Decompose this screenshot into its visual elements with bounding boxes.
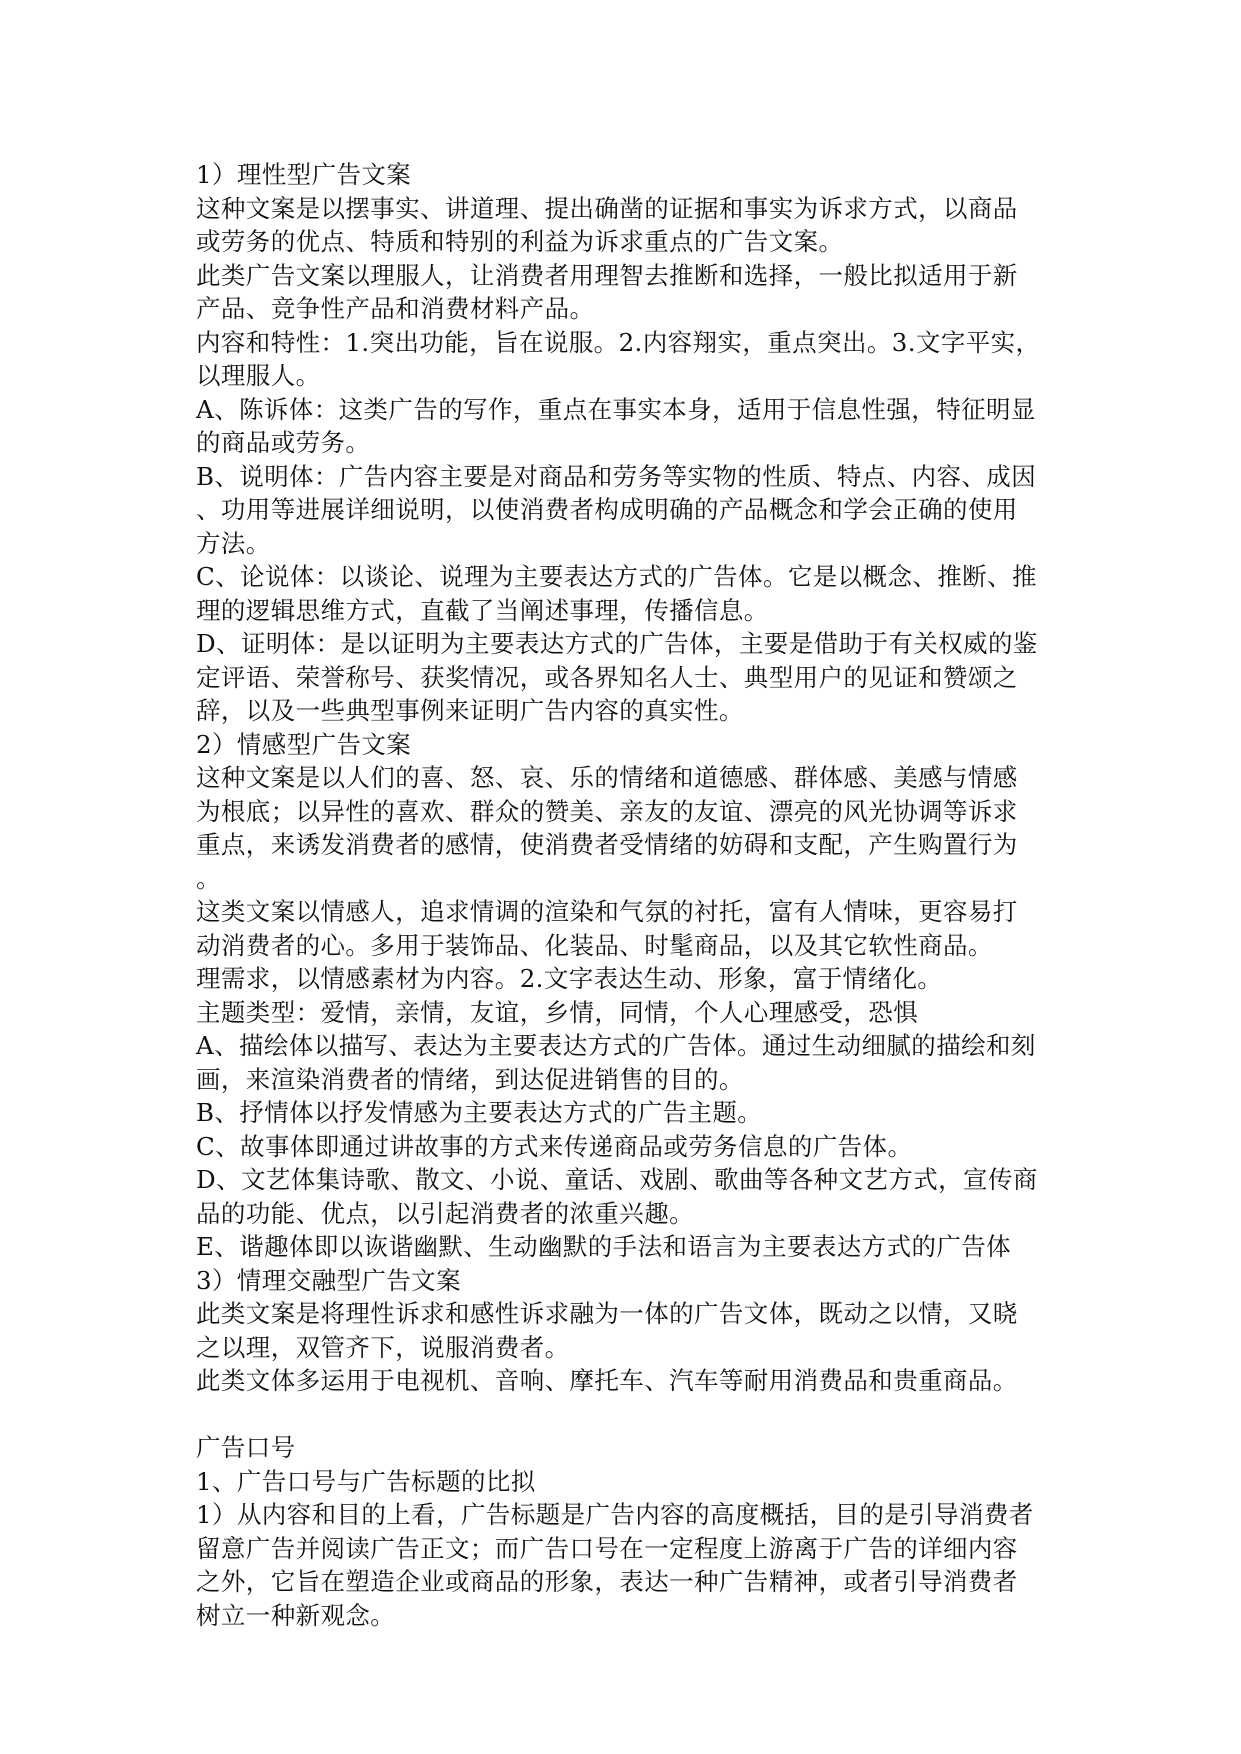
text-line: B、说明体：广告内容主要是对商品和劳务等实物的性质、特点、内容、成因 <box>196 461 1037 491</box>
text-line: 的商品或劳务。 <box>196 428 371 457</box>
text-line: 理需求，以情感素材为内容。2.文字表达生动、形象，富于情绪化。 <box>196 964 943 993</box>
text-line: A、陈诉体：这类广告的写作，重点在事实本身，适用于信息性强，特征明显 <box>196 394 1036 424</box>
blank-line <box>196 1398 1036 1432</box>
text-line: 画，来渲染消费者的情绪，到达促进销售的目的。 <box>196 1064 744 1094</box>
document-body <box>196 158 1041 1632</box>
text-line: 理的逻辑思维方式，直截了当阐述事理，传播信息。 <box>196 595 769 625</box>
text-line: 此类广告文案以理服人，让消费者用理智去推断和选择，一般比拟适用于新 <box>196 260 1018 290</box>
text-line: 。 <box>196 863 221 893</box>
text-line: 这种文案是以摆事实、讲道理、提出确凿的证据和事实为诉求方式，以商品 <box>196 193 1018 223</box>
text-line: 品的功能、优点，以引起消费者的浓重兴趣。 <box>196 1198 694 1228</box>
text-line: 辞，以及一些典型事例来证明广告内容的真实性。 <box>196 696 744 725</box>
text-line: 定评语、荣誉称号、获奖情况，或各界知名人士、典型用户的见证和赞颂之 <box>196 662 1018 692</box>
text-line: 这类文案以情感人，追求情调的渲染和气氛的衬托，富有人情味，更容易打 <box>196 897 1018 926</box>
text-line: C、论说体：以谈论、说理为主要表达方式的广告体。它是以概念、推断、推 <box>196 562 1037 591</box>
text-line: 这种文案是以人们的喜、怒、哀、乐的情绪和道德感、群体感、美感与情感 <box>196 763 1018 792</box>
text-line: 方法。 <box>196 528 271 558</box>
text-line: 1）从内容和目的上看，广告标题是广告内容的高度概括，目的是引导消费者 <box>196 1500 1034 1529</box>
text-line: 动消费者的心。多用于装饰品、化装品、时髦商品，以及其它软性商品。 <box>196 930 993 960</box>
text-line: 此类文案是将理性诉求和感性诉求融为一体的广告文体，既动之以情，又晓 <box>196 1299 1018 1328</box>
text-line: 产品、竞争性产品和消费材料产品。 <box>196 294 595 323</box>
text-line: 之以理，双管齐下，说服消费者。 <box>196 1332 570 1362</box>
text-line: B、抒情体以抒发情感为主要表达方式的广告主题。 <box>196 1098 763 1127</box>
text-line: 之外，它旨在塑造企业或商品的形象，表达一种广告精神，或者引导消费者 <box>196 1567 1018 1596</box>
text-line: 此类文体多运用于电视机、音响、摩托车、汽车等耐用消费品和贵重商品。 <box>196 1366 1018 1395</box>
text-line: D、文艺体集诗歌、散文、小说、童话、戏剧、歌曲等各种文艺方式，宣传商 <box>196 1165 1038 1194</box>
text-line: 主题类型：爱情，亲情，友谊，乡情，同情，个人心理感受，恐惧 <box>196 997 919 1027</box>
text-line: E、谐趣体即以诙谐幽默、生动幽默的手法和语言为主要表达方式的广告体 <box>196 1232 1012 1261</box>
section-heading-slogan: 广告口号 <box>196 1433 296 1462</box>
text-line: 为根底；以异性的喜欢、群众的赞美、亲友的友谊、漂亮的风光协调等诉求 <box>196 796 1018 826</box>
text-line: 树立一种新观念。 <box>196 1600 396 1630</box>
text-line: 或劳务的优点、特质和特别的利益为诉求重点的广告文案。 <box>196 227 844 256</box>
text-line: 以理服人。 <box>196 361 321 390</box>
section-heading-rational: 1）理性型广告文案 <box>196 160 412 189</box>
section-heading-mixed: 3）情理交融型广告文案 <box>196 1265 461 1295</box>
text-line: 、功用等进展详细说明，以使消费者构成明确的产品概念和学会正确的使用 <box>196 495 1018 524</box>
text-line: 内容和特性：1.突出功能，旨在说服。2.内容翔实，重点突出。3.文字平实， <box>196 327 1041 357</box>
section-heading-emotional: 2）情感型广告文案 <box>196 729 412 759</box>
subheading: 1、广告口号与广告标题的比拟 <box>196 1466 536 1496</box>
text-line: D、证明体：是以证明为主要表达方式的广告体，主要是借助于有关权威的鉴 <box>196 629 1038 658</box>
text-line: C、故事体即通过讲故事的方式来传递商品或劳务信息的广告体。 <box>196 1131 913 1161</box>
text-line: 重点，来诱发消费者的感情，使消费者受情绪的妨碍和支配，产生购置行为 <box>196 830 1018 859</box>
text-line: A、描绘体以描写、表达为主要表达方式的广告体。通过生动细腻的描绘和刻 <box>196 1031 1036 1060</box>
text-line: 留意广告并阅读广告正文；而广告口号在一定程度上游离于广告的详细内容 <box>196 1533 1018 1563</box>
